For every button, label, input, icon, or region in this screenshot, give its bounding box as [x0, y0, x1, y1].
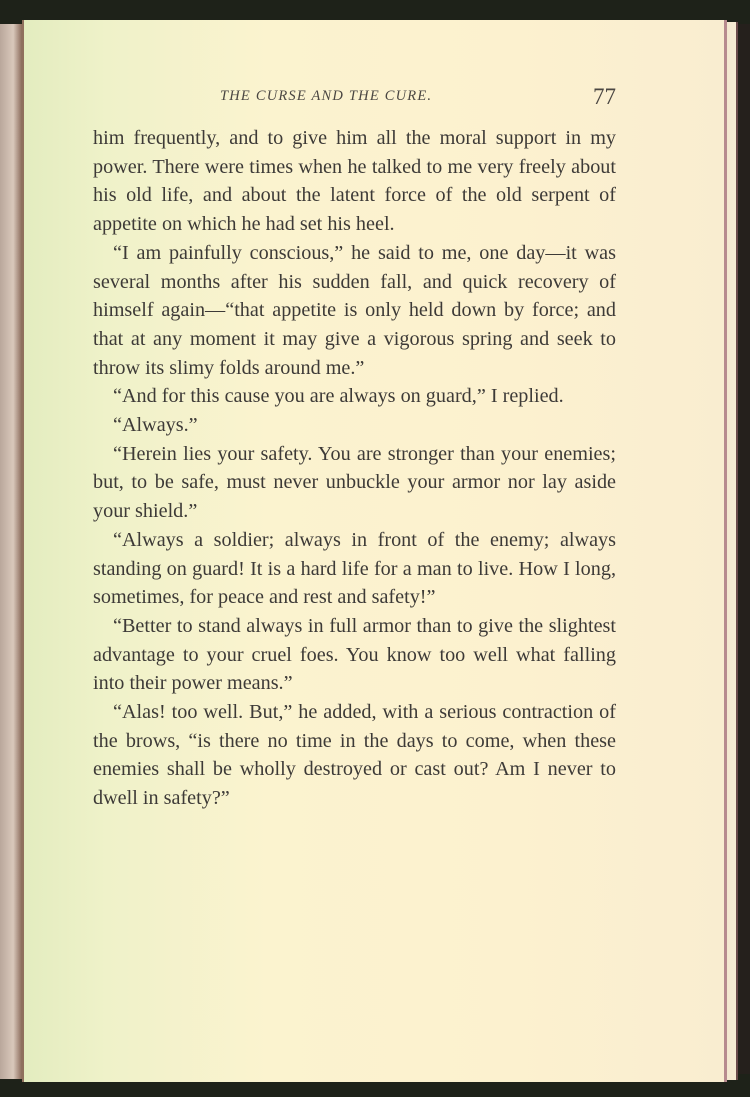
page-header: [92, 84, 618, 114]
paragraph: “Always a soldier; always in front of the enemy; always standing on guard! It is a hard life for a man to live. How I long, sometimes, for peace and rest and safety!”: [93, 528, 616, 609]
paragraph: “Herein lies your safety. You are stronger than your enemies; but, to be safe, must never unbuckle your armor nor lay aside your shield.”: [93, 442, 616, 523]
book-cover-edge: [0, 24, 22, 1079]
body-text: [93, 124, 616, 813]
paragraph: “Always.”: [113, 414, 198, 437]
running-title: THE CURSE AND THE CURE.: [220, 88, 433, 104]
page-number: 77: [593, 84, 616, 109]
page-stack-edge: [727, 22, 738, 1080]
paragraph: “And for this cause you are always on guard,” I replied.: [113, 385, 564, 408]
paragraph: “I am painfully conscious,” he said to me, one day—it was several months after his sudden fall, and quick recovery of himself again—“that appetite is only held down by force; and that at any moment it may give a vigorous spring and seek to throw its slimy folds around me.”: [93, 241, 616, 379]
paragraph: him frequently, and to give him all the moral support in my power. There were times when he talked to me very freely about his old life, and about the latent force of the old serpent of appetite on which he had set his heel.: [93, 127, 616, 236]
back-cover-edge: [738, 24, 750, 1074]
paragraph: “Alas! too well. But,” he added, with a serious contraction of the brows, “is there no time in the days to come, when these enemies shall be wholly destroyed or cast out? Am I never to dwell in safety?”: [93, 701, 616, 810]
paragraph: “Better to stand always in full armor than to give the slightest advantage to your cruel foes. You know too well what falling into their power means.”: [93, 614, 616, 695]
